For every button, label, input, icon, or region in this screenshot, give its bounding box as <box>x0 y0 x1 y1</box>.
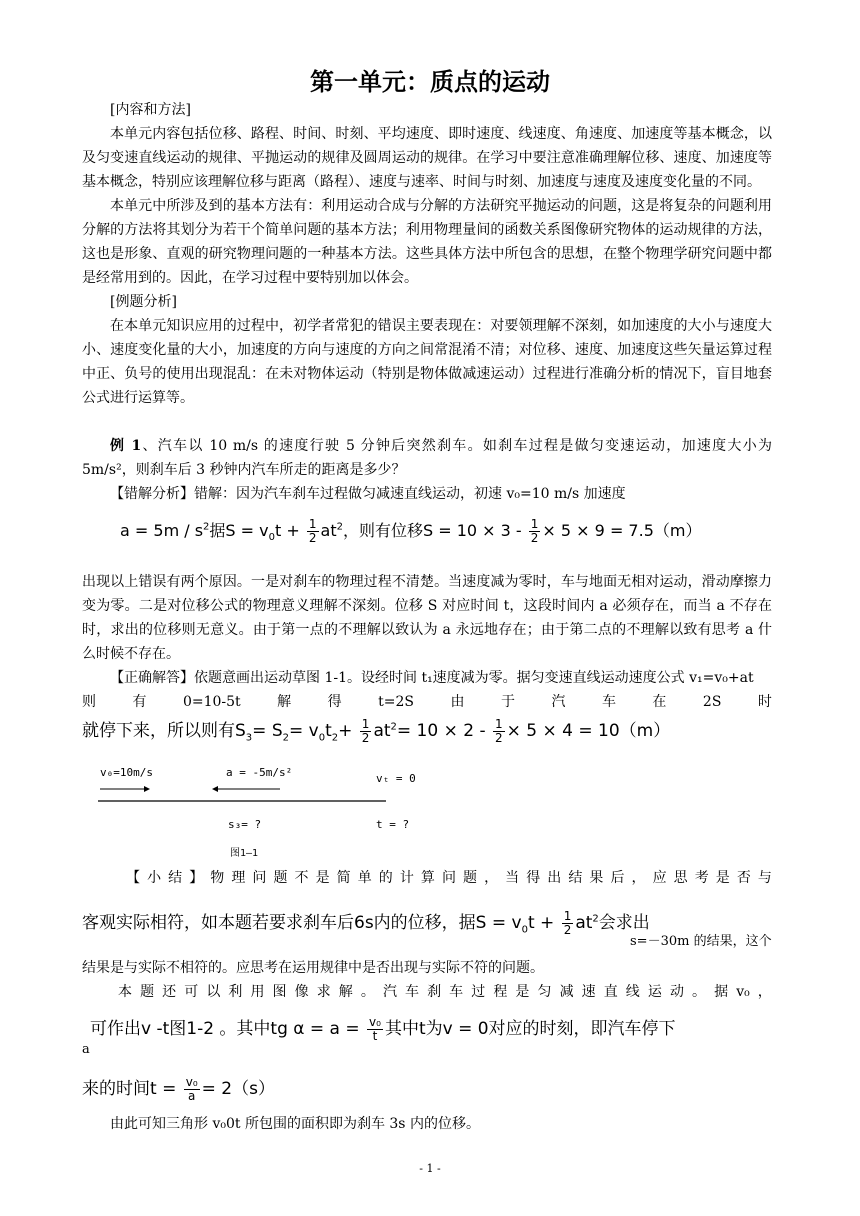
initial-velocity-label: v₀=10m/s <box>100 766 153 779</box>
stray-a: a <box>82 1042 90 1057</box>
page-title: 第一单元：质点的运动 <box>310 68 550 96</box>
wrong-analysis-text: 错解：因为汽车刹车过程做匀减速直线运动，初速 v₀=10 m/s 加速度 <box>194 486 626 502</box>
formula-correct-solution: 就停下来，所以则有$S_3= S_2= v_0t_2+$ $\frac{1}{2}$ $at^2= 10 \times 2$ - $\frac{1}{2}$ × 5 × 4 = 10（m） <box>82 716 671 745</box>
acceleration-label: a = -5m/s² <box>226 766 293 779</box>
displacement-label: s₃= ? <box>228 818 262 831</box>
formula-stop-time: 来的时间t = $\frac{\text{v₀}}{a}$ = 2（s） <box>82 1074 275 1103</box>
correct-answer-text: 依题意画出运动草图 1-1。设经时间 t₁速度减为零。据匀变速直线运动速度公式 v₁=v₀+at <box>194 670 754 686</box>
motion-diagram <box>96 766 416 860</box>
summary-result: s=－30m 的结果，这个 <box>630 934 772 949</box>
correct-answer-heading: 【正确解答】 <box>110 670 194 686</box>
formula-summary: 客观实际相符，如本题若要求刹车后6s内的位移，据$S = v_0t$ + $\frac{1}{2}$ $at^2$会求出 <box>82 908 650 937</box>
paragraph-methods: 本单元中所涉及到的基本方法有：利用运动合成与分解的方法研究平抛运动的问题，这是将复杂的问题利用分解的方法将其划分为若干个简单问题的基本方法；利用物理量间的函数关系图像研究物体的运动规律的方法，这也是形象、直观的研究物理问题的一种基本方法。这些具体方法中所包含的思想，在整个物理学研究问题中都是经常用到的。因此，在学习过程中要特别加以体会。 <box>82 198 772 286</box>
paragraph-intro: 本单元内容包括位移、路程、时间、时刻、平均速度、即时速度、线速度、角速度、加速度等基本概念，以及匀变速直线运动的规律、平抛运动的规律及圆周运动的规律。在学习中要注意准确理解位移、速度、加速度等基本概念，特别应该理解位移与距离（路程）、速度与速率、时间与时刻、加速度与速度及速度变化量的不同。 <box>82 126 772 190</box>
final-velocity-label: vₜ = 0 <box>376 772 416 785</box>
section-heading-examples: [例题分析] <box>110 294 177 310</box>
paragraph-common-errors: 在本单元知识应用的过程中，初学者常犯的错误主要表现在：对要领理解不深刻，如加速度的大小与速度大小、速度变化量的大小，加速度的方向与速度的方向之间常混淆不清；对位移、速度、加速度这些矢量运算过程中正、负号的使用出现混乱：在未对物体运动（特别是物体做减速运动）过程进行准确分析的情况下，盲目地套公式进行运算等。 <box>82 318 772 406</box>
formula-slope: 可作出v -t图1-2 。其中tg α = a = $\frac{\text{v₀}}{t}$ 其中t为v = 0对应的时刻，即汽车停下 <box>90 1014 676 1043</box>
formula-wrong-solution: $a = 5m / s^2$据$S = v_0t$ + $\frac{1}{2}$ $at^2$，则有位移S = 10 × 3 - $\frac{1}{2}$ × 5 × 9 = 7.5（m） <box>120 517 702 545</box>
wrong-analysis-heading: 【错解分析】 <box>110 486 194 502</box>
summary-line: 【 小 结 】 物 理 问 题 不 是 简 单 的 计 算 问 题 ， 当 得 出 结 果 后 ， 应 思 考 是 否 与 <box>126 870 772 886</box>
section-content-method <box>82 98 772 410</box>
spread-line: 则 有 0=10-5t 解 得 t=2S 由 于 汽 车 在 2S 时 <box>82 694 772 710</box>
figure-caption: 图1—1 <box>230 848 259 859</box>
example-label: 例 1 <box>110 438 142 454</box>
example-1 <box>82 434 772 506</box>
page-number: - 1 - <box>419 1162 441 1175</box>
paragraph-summary-end: 结果是与实际不相符的。应思考在运用规律中是否出现与实际不符的问题。 本 题 还 可 以 利 用 图 像 求 解 。 汽 车 刹 车 过 程 是 匀 减 速 直 线 运 动 。 据 v₀ ， <box>82 956 772 1004</box>
paragraph-error-reasons: 出现以上错误有两个原因。一是对刹车的物理过程不清楚。当速度减为零时，车与地面无相对运动，滑动摩擦力变为零。二是对位移公式的物理意义理解不深刻。位移 S 对应时间 t，这段时间内 a 必须存在，而当 a 不存在时，求出的位移则无意义。由于第一点的不理解以致认为 a 永远地存在；由于第二点的不理解以致有思考 a 什么时候不存在。 【正确解答】依题意画出运动草图 1-1。设经时间 t₁速度减为零。据匀变速直线运动速度公式 v₁=v₀+at 则 有 0=10-5t 解 得 t=2S 由 于 汽 车 在 2S 时 <box>82 570 772 714</box>
example-question: 、汽车以 10 m/s 的速度行驶 5 分钟后突然刹车。如刹车过程是做匀变速运动，加速度大小为 5m/s²，则刹车后 3 秒钟内汽车所走的距离是多少？ <box>82 438 772 478</box>
graph-method-line: 本 题 还 可 以 利 用 图 像 求 解 。 汽 车 刹 车 过 程 是 匀 减 速 直 线 运 动 。 据 v₀ ， <box>118 984 772 1000</box>
paragraph-conclusion: 由此可知三角形 v₀0t 所包围的面积即为刹车 3s 内的位移。 <box>110 1116 480 1132</box>
section-heading-content: [内容和方法] <box>110 102 191 118</box>
time-label: t = ? <box>376 818 410 831</box>
